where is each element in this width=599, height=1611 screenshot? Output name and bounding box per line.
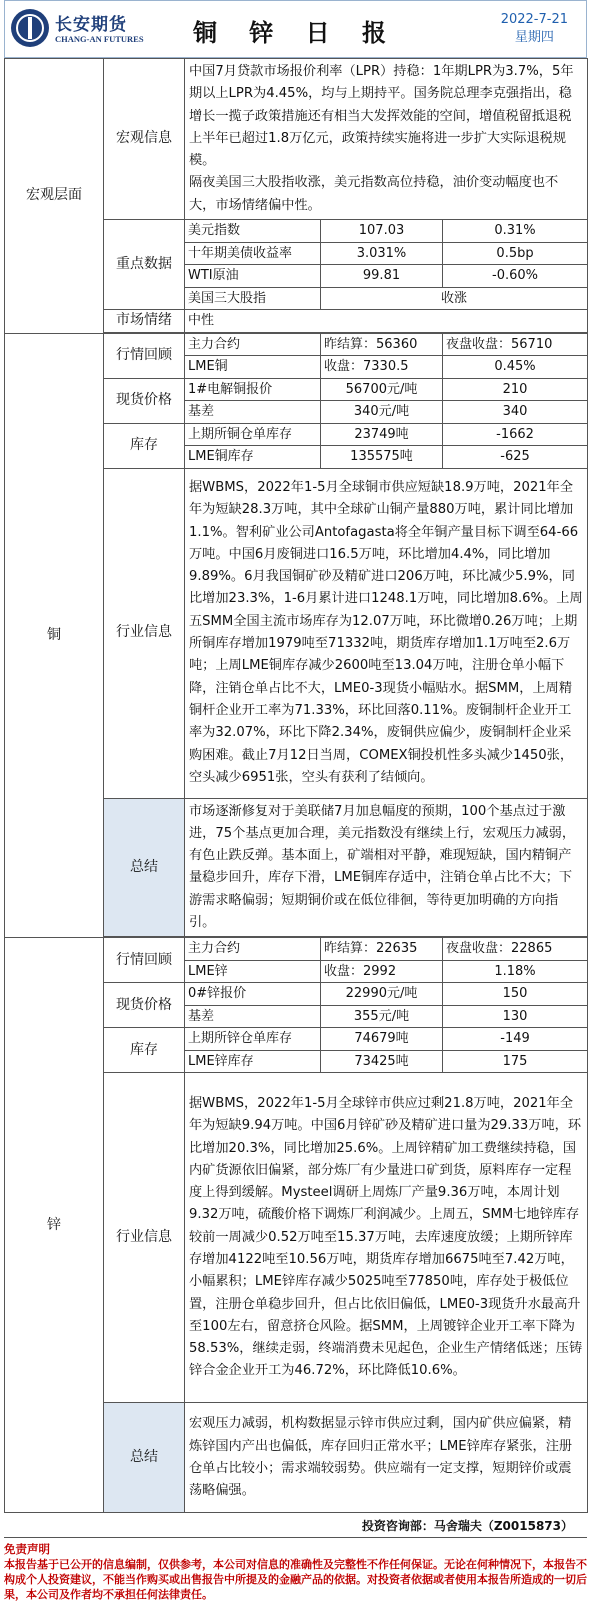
macro-row-name: 美元指数 bbox=[185, 220, 321, 243]
macro-row-change: -0.60% bbox=[443, 265, 588, 288]
macro-sentiment-label: 市场情绪 bbox=[104, 310, 185, 333]
zinc-lme-close: 收盘：2992 bbox=[321, 960, 443, 983]
copper-industry-text: 据WBMS，2022年1-5月全球铜市供应短缺18.9万吨，2021年全年为短缺28.3万吨，其中全球矿山铜产量880万吨，累计同比增加1.1%。智利矿业公司Antofagasta将全年铜产量目标下调至64-66万吨。中国6月废铜进口16.5万吨，环比增加4.4%，同比增加9.89%。6月我国铜矿砂及精矿进口206万吨，环比减少5.9%，同比增加23.3%，1-6月累计进口1248.1万吨，同比增加8.6%。上周五SMM全国主流市场库存为12.07万吨，环比微增0.26万吨；上期所铜库存增加1979吨至71332吨，期货库存增加1.1万吨至2.6万吨；上周LME铜库存减少2600吨至13.04万吨，注册仓单小幅下降，注销仓单占比不大，LME0-3现货小幅贴水。据SMM，上周精铜杆企业开工率为71.33%，环比回落0.11%。废铜制杆企业开工率为32.07%，环比下降2.34%，废铜供应偏少，废铜制杆企业采购困难。截止7月12日当周，COMEX铜投机性多头减少1450张，空头减少6951张，空头有获利了结倾向。 bbox=[185, 468, 588, 798]
macro-row-name: 十年期美债收益率 bbox=[185, 242, 321, 265]
macro-info-text bbox=[185, 59, 588, 220]
macro-info-paragraph-2: 隔夜美国三大股指收涨，美元指数高位持稳，油价变动幅度也不大，市场情绪偏中性。 bbox=[189, 175, 559, 213]
macro-row-change: 0.31% bbox=[443, 220, 588, 243]
zinc-basis-change: 130 bbox=[443, 1005, 588, 1028]
report-page bbox=[4, 0, 587, 1602]
copper-quote-label: 行情回顾 bbox=[104, 333, 185, 378]
zinc-shfe-stock-change: -149 bbox=[443, 1028, 588, 1051]
disclaimer-text: 本报告基于已公开的信息编制，仅供参考，本公司对信息的准确性及完整性不作任何保证。无论在何种情况下，本报告不构成个人投资建议，不能当作购买或出售报告中所提及的金融产品的依据。对投资者依据或者使用本报告所造成的一切后果，本公司及作者均不承担任何法律责任。 bbox=[4, 1558, 587, 1602]
date-text: 2022-7-21 bbox=[500, 12, 568, 27]
copper-stock-label: 库存 bbox=[104, 423, 185, 468]
copper-lme-stock-value: 135575吨 bbox=[321, 446, 443, 469]
copper-lme-change: 0.45% bbox=[443, 356, 588, 379]
zinc-lme-stock-value: 73425吨 bbox=[321, 1050, 443, 1073]
macro-key-data-label: 重点数据 bbox=[104, 220, 185, 310]
section-macro: 宏观层面 bbox=[5, 59, 104, 334]
copper-basis-change: 340 bbox=[443, 401, 588, 424]
zinc-settle: 昨结算：22635 bbox=[321, 938, 443, 961]
zinc-shfe-stock-name: 上期所锌仓单库存 bbox=[185, 1028, 321, 1051]
copper-main-contract: 主力合约 bbox=[185, 333, 321, 356]
zinc-industry-label: 行业信息 bbox=[104, 1073, 185, 1403]
zinc-spot-change: 150 bbox=[443, 983, 588, 1006]
zinc-basis-value: 355元/吨 bbox=[321, 1005, 443, 1028]
disclaimer-title: 免责声明 bbox=[4, 1542, 50, 1557]
macro-info-paragraph: 中国7月贷款市场报价利率（LPR）持稳：1年期LPR为3.7%，5年期以上LPR为4.45%，均与上期持平。国务院总理李克强指出，稳增长一揽子政策措施还有相当大发挥效能的空间，增值税留抵退税上半年已超过1.8万亿元，政策持续实施将进一步扩大实际退税规模。 bbox=[189, 64, 574, 169]
copper-spot-label: 现货价格 bbox=[104, 378, 185, 423]
macro-row-value: 107.03 bbox=[321, 220, 443, 243]
copper-lme-name: LME铜 bbox=[185, 356, 321, 379]
macro-row-value: 3.031% bbox=[321, 242, 443, 265]
zinc-spot-price: 22990元/吨 bbox=[321, 983, 443, 1006]
zinc-main-contract: 主力合约 bbox=[185, 938, 321, 961]
zinc-lme-stock-change: 175 bbox=[443, 1050, 588, 1073]
analyst-line: 投资咨询部：马舍瑞夫（Z0015873） bbox=[4, 1513, 587, 1538]
zinc-spot-name: 0#锌报价 bbox=[185, 983, 321, 1006]
section-copper: 铜 bbox=[5, 333, 104, 938]
zinc-stock-label: 库存 bbox=[104, 1028, 185, 1073]
copper-shfe-stock-change: -1662 bbox=[443, 423, 588, 446]
macro-row-change: 0.5bp bbox=[443, 242, 588, 265]
copper-shfe-stock-value: 23749吨 bbox=[321, 423, 443, 446]
zinc-industry-text: 据WBMS，2022年1-5月全球锌市供应过剩21.8万吨，2021年全年为短缺9.94万吨。中国6月锌矿砂及精矿进口量为29.33万吨，环比增加20.3%，同比增加25.6%。上周锌精矿加工费继续持稳，国内矿货源依旧偏紧，部分炼厂有少量进口矿到货，原料库存一定程度上得到缓解。Mysteel调研上周炼厂产量9.36万吨，本周计划9.32万吨，硫酸价格下调炼厂利润减少。上周五，SMM七地锌库存较前一周减少0.52万吨至15.37万吨，去库速度放缓；上期所锌库存增加4122吨至10.56万吨，期货库存增加6675吨至7.42万吨，小幅累积；LME锌库存减少5025吨至77850吨，库存处于极低位置，注册仓单稳步回升，但占比依旧偏低，LME0-3现货升水最高升至100左右，留意挤仓风险。据SMM，上周镀锌企业开工率下降为58.53%，继续走弱，终端消费未见起色，企业生产情绪低迷；压铸锌合金企业开工为46.72%，环比降低10.6%。 bbox=[185, 1073, 588, 1403]
copper-lme-stock-name: LME铜库存 bbox=[185, 446, 321, 469]
macro-stock-name: 美国三大股指 bbox=[185, 287, 321, 310]
zinc-lme-change: 1.18% bbox=[443, 960, 588, 983]
report-table bbox=[4, 58, 588, 1513]
copper-spot-price: 56700元/吨 bbox=[321, 378, 443, 401]
macro-sentiment-value: 中性 bbox=[185, 310, 588, 333]
zinc-summary-text: 宏观压力减弱，机构数据显示锌市供应过剩，国内矿供应偏紧，精炼锌国内产出也偏低，库存回归正常水平；LME锌库存紧张，注册仓单占比较小；需求端较弱势。供应端有一定支撑，短期锌价或震荡略偏强。 bbox=[185, 1403, 588, 1513]
report-header bbox=[4, 0, 587, 58]
report-date bbox=[501, 11, 568, 47]
macro-row-name: WTI原油 bbox=[185, 265, 321, 288]
copper-shfe-stock-name: 上期所铜仓单库存 bbox=[185, 423, 321, 446]
macro-info-label: 宏观信息 bbox=[104, 59, 185, 220]
macro-stock-value: 收涨 bbox=[321, 287, 588, 310]
zinc-summary-label: 总结 bbox=[104, 1403, 185, 1513]
copper-spot-change: 210 bbox=[443, 378, 588, 401]
copper-lme-stock-change: -625 bbox=[443, 446, 588, 469]
copper-night-close: 夜盘收盘：56710 bbox=[443, 333, 588, 356]
zinc-shfe-stock-value: 74679吨 bbox=[321, 1028, 443, 1051]
zinc-lme-name: LME锌 bbox=[185, 960, 321, 983]
weekday-text: 星期四 bbox=[514, 30, 554, 45]
copper-settle: 昨结算：56360 bbox=[321, 333, 443, 356]
copper-basis-name: 基差 bbox=[185, 401, 321, 424]
company-name-en: CHANG-AN FUTURES bbox=[55, 34, 144, 44]
zinc-spot-label: 现货价格 bbox=[104, 983, 185, 1028]
copper-basis-value: 340元/吨 bbox=[321, 401, 443, 424]
copper-lme-close: 收盘：7330.5 bbox=[321, 356, 443, 379]
zinc-night-close: 夜盘收盘：22865 bbox=[443, 938, 588, 961]
zinc-lme-stock-name: LME锌库存 bbox=[185, 1050, 321, 1073]
macro-row-value: 99.81 bbox=[321, 265, 443, 288]
copper-spot-name: 1#电解铜报价 bbox=[185, 378, 321, 401]
report-title: 铜 锌 日 报 bbox=[192, 19, 399, 47]
copper-summary-label: 总结 bbox=[104, 798, 185, 937]
copper-industry-label: 行业信息 bbox=[104, 468, 185, 798]
copper-summary-text: 市场逐渐修复对于美联储7月加息幅度的预期，100个基点过于激进，75个基点更加合理，美元指数没有继续上行，宏观压力减弱，有色止跌反弹。基本面上，矿端相对平静，难现短缺，国内精铜产量稳步回升，库存下滑，LME铜库存适中，注销仓单占比不大；下游需求略偏弱；短期铜价或在低位徘徊，等待更加明确的方向指引。 bbox=[185, 798, 588, 937]
section-zinc: 锌 bbox=[5, 938, 104, 1513]
company-name-cn: 长安期货 bbox=[55, 15, 127, 35]
zinc-basis-name: 基差 bbox=[185, 1005, 321, 1028]
zinc-quote-label: 行情回顾 bbox=[104, 938, 185, 983]
